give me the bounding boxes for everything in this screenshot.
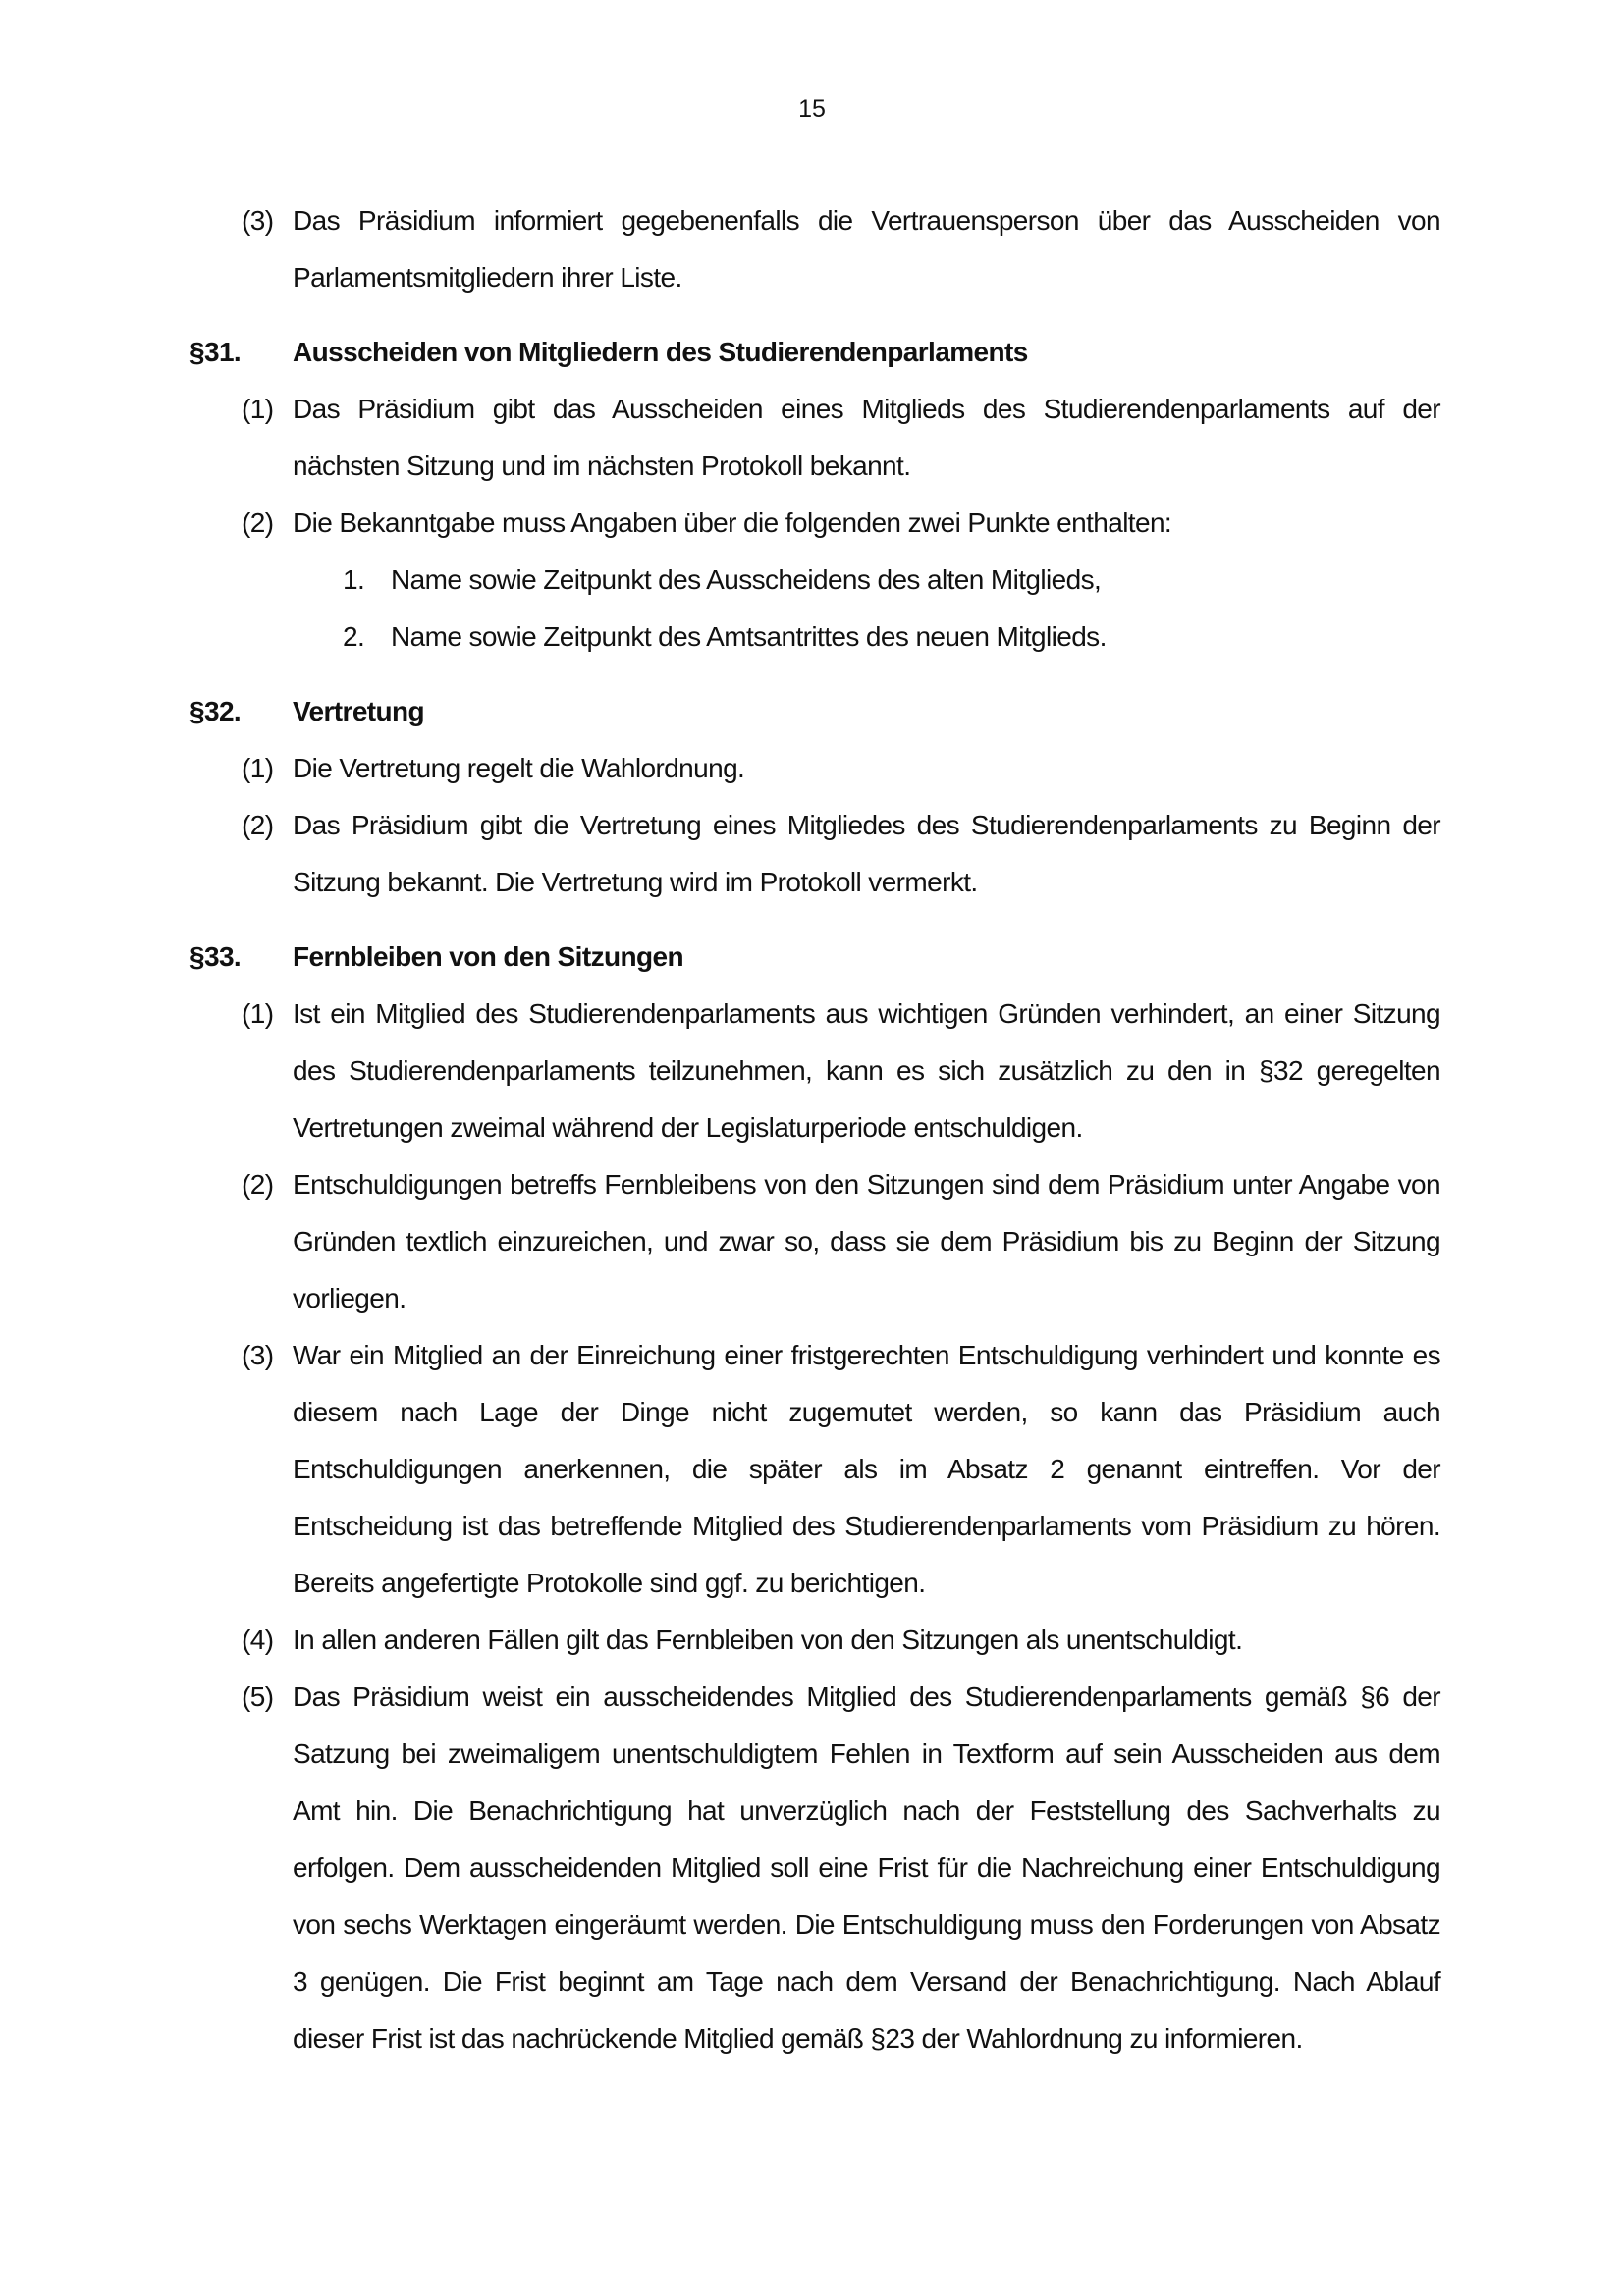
paragraph-text: Das Präsidium gibt die Vertretung eines Mitgliedes des Studierendenparlaments zu Beginn der Sitzung bekannt. Die Vertretung wird im Protokoll vermerkt. [293, 810, 1440, 897]
paragraph-number: (1) [242, 753, 274, 783]
paragraph-text: Die Vertretung regelt die Wahlordnung. [293, 753, 745, 783]
paragraph-33-5 [189, 1669, 1440, 2067]
paragraph-text: Das Präsidium gibt das Ausscheiden eines Mitglieds des Studierendenparlaments auf der nächsten Sitzung und im nächsten Protokoll bekannt. [293, 394, 1440, 481]
list-item-text: Name sowie Zeitpunkt des Amtsantrittes des neuen Mitglieds. [391, 621, 1107, 652]
section-number: §31. [189, 337, 242, 367]
paragraph-text: Entschuldigungen betreffs Fernbleibens von den Sitzungen sind dem Präsidium unter Angabe von Gründen textlich einzureichen, und zwar so, dass sie dem Präsidium bis zu Beginn der Sitzung vorliegen. [293, 1169, 1440, 1313]
page-content [189, 192, 1440, 2067]
paragraph-text: Ist ein Mitglied des Studierendenparlaments aus wichtigen Gründen verhindert, an einer Sitzung des Studierendenparlaments teilzunehmen, kann es sich zusätzlich zu den in §32 geregelten Vertretungen zweimal während der Legislaturperiode entschuldigen. [293, 998, 1440, 1143]
section-number: §32. [189, 696, 242, 726]
section-title: Vertretung [293, 696, 425, 726]
paragraph-text: Die Bekanntgabe muss Angaben über die folgenden zwei Punkte enthalten: [293, 507, 1172, 538]
paragraph-number: (2) [242, 507, 274, 538]
paragraph-33-2 [189, 1156, 1440, 1327]
paragraph-text: Das Präsidium weist ein ausscheidendes Mitglied des Studierendenparlaments gemäß §6 der Satzung bei zweimaligem unentschuldigtem Fehlen in Textform auf sein Ausscheiden aus dem Amt hin. Die Benachrichtigung hat unverzüglich nach der Feststellung des Sachverhalts zu erfolgen. Dem ausscheidenden Mitglied soll eine Frist für die Nachreichung einer Entschuldigung von sechs Werktagen eingeräumt werden. Die Entschuldigung muss den Forderungen von Absatz 3 genügen. Die Frist beginnt am Tage nach dem Versand der Benachrichtigung. Nach Ablauf dieser Frist ist das nachrückende Mitglied gemäß §23 der Wahlordnung zu informieren. [293, 1682, 1440, 2054]
list-item-number: 1. [343, 564, 365, 595]
section-heading-33 [189, 929, 1440, 986]
paragraph-number: (5) [242, 1682, 274, 1712]
section-number: §33. [189, 941, 242, 972]
paragraph-number: (3) [242, 1340, 274, 1370]
paragraph-31-1 [189, 381, 1440, 495]
paragraph-33-1 [189, 986, 1440, 1156]
paragraph-32-2 [189, 797, 1440, 911]
list-item [189, 609, 1440, 666]
section-title: Ausscheiden von Mitgliedern des Studierendenparlaments [293, 337, 1028, 367]
paragraph-33-3 [189, 1327, 1440, 1612]
paragraph-number: (3) [242, 205, 274, 236]
paragraph-number: (1) [242, 998, 274, 1029]
list-item-text: Name sowie Zeitpunkt des Ausscheidens des alten Mitglieds, [391, 564, 1102, 595]
paragraph-text: War ein Mitglied an der Einreichung einer fristgerechten Entschuldigung verhindert und konnte es diesem nach Lage der Dinge nicht zugemutet werden, so kann das Präsidium auch Entschuldigungen anerkennen, die später als im Absatz 2 genannt eintreffen. Vor der Entscheidung ist das betreffende Mitglied des Studierendenparlaments vom Präsidium zu hören. Bereits angefertigte Protokolle sind ggf. zu berichtigen. [293, 1340, 1440, 1598]
paragraph-text: In allen anderen Fällen gilt das Fernbleiben von den Sitzungen als unentschuldigt. [293, 1625, 1243, 1655]
section-heading-31 [189, 324, 1440, 381]
paragraph-31-2 [189, 495, 1440, 552]
paragraph-number: (2) [242, 810, 274, 840]
list-item-number: 2. [343, 621, 365, 652]
intro-paragraph [189, 192, 1440, 306]
paragraph-text: Das Präsidium informiert gegebenenfalls die Vertrauensperson über das Ausscheiden von Parlamentsmitgliedern ihrer Liste. [293, 205, 1440, 293]
paragraph-32-1 [189, 740, 1440, 797]
list-item [189, 552, 1440, 609]
section-title: Fernbleiben von den Sitzungen [293, 941, 683, 972]
paragraph-number: (2) [242, 1169, 274, 1200]
paragraph-number: (4) [242, 1625, 274, 1655]
paragraph-number: (1) [242, 394, 274, 424]
section-heading-32 [189, 683, 1440, 740]
paragraph-33-4 [189, 1612, 1440, 1669]
page-number: 15 [798, 95, 826, 123]
